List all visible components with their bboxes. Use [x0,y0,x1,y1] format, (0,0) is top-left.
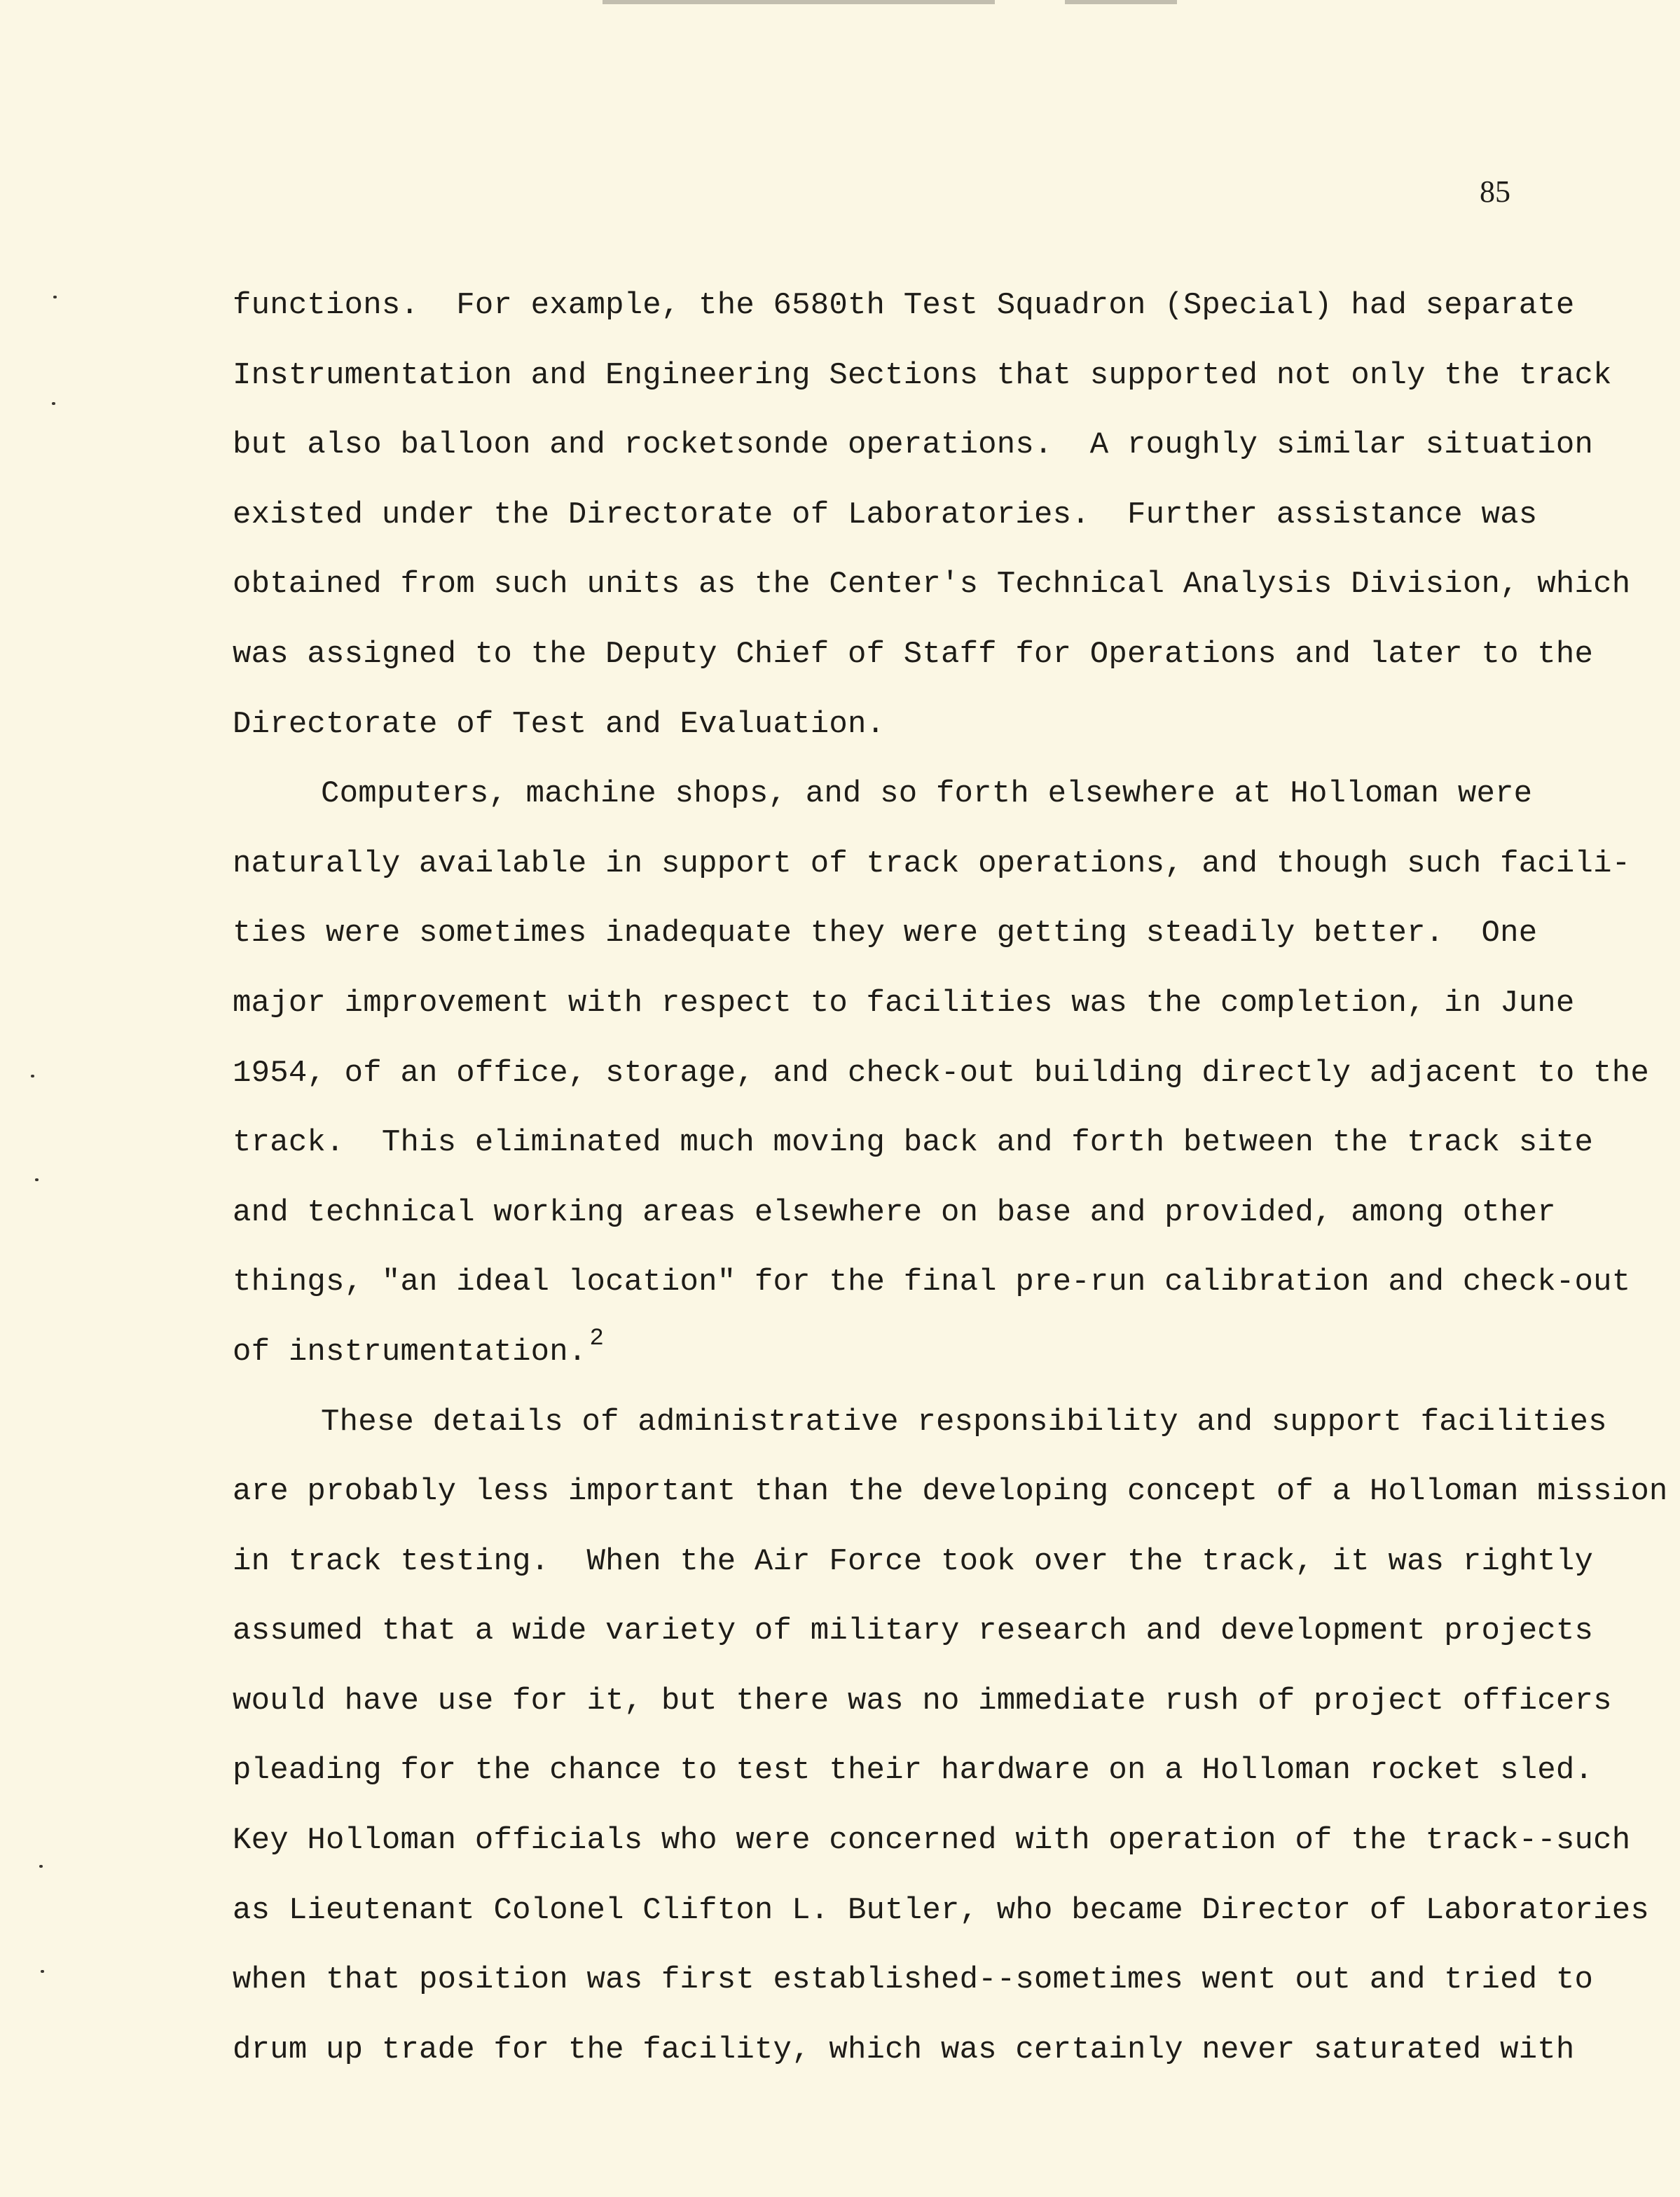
text-line-content: pleading for the chance to test their hardware on a Holloman rocket sled. [233,1753,1594,1789]
margin-speck [52,402,55,405]
text-line-content: major improvement with respect to facilities was the completion, in June [233,985,1575,1021]
text-line [233,354,1634,425]
body-text [233,284,1668,2098]
text-line [233,1541,1634,1611]
scan-edge-mark [603,0,995,4]
text-line [233,1610,1634,1680]
text-line-content: was assigned to the Deputy Chief of Staff for Operations and later to the [233,636,1594,672]
text-line [233,1749,1634,1819]
text-line [233,1471,1668,1541]
text-line-content: naturally available in support of track operations, and though such facili- [233,846,1631,881]
text-line [233,773,1634,843]
text-line [233,1401,1634,1471]
text-line [233,843,1634,913]
text-line-content: Computers, machine shops, and so forth elsewhere at Holloman were [321,776,1533,812]
text-line [233,1680,1634,1750]
text-line [233,1192,1634,1262]
text-line-content: ties were sometimes inadequate they were getting steadily better. One [233,916,1538,951]
text-line-content: Directorate of Test and Evaluation. [233,706,886,742]
text-line-content: things, "an ideal location" for the final pre-run calibration and check-out [233,1265,1631,1300]
text-line-content: are probably less important than the developing concept of a Holloman mission [233,1474,1668,1510]
text-line-content: functions. For example, the 6580th Test Squadron (Special) had separate [233,288,1575,323]
text-line-content: in track testing. When the Air Force took over the track, it was rightly [233,1543,1594,1579]
text-line-content: assumed that a wide variety of military research and development projects [233,1613,1594,1649]
text-line [233,1325,1634,1401]
text-line [233,563,1634,633]
text-line-content: obtained from such units as the Center's Technical Analysis Division, which [233,567,1631,602]
text-line [233,284,1634,354]
text-line [233,1122,1634,1192]
text-line-content: but also balloon and rocketsonde operations. A roughly similar situation [233,427,1594,463]
text-line [233,633,1634,703]
margin-speck [31,1075,34,1077]
scan-edge-mark [1065,0,1177,4]
text-line [233,1261,1634,1331]
page-number: 85 [1480,174,1510,209]
margin-speck [39,1865,43,1868]
text-line-content: would have use for it, but there was no immediate rush of project officers [233,1683,1612,1719]
text-line-content: These details of administrative responsibility and support facilities [321,1404,1607,1440]
text-line [233,1819,1634,1889]
text-line [233,1889,1649,1960]
text-line [233,494,1634,564]
text-line-content: Key Holloman officials who were concerned with operation of the track--such [233,1823,1631,1859]
text-line-content: and technical working areas elsewhere on base and provided, among other [233,1194,1556,1230]
margin-speck [35,1178,39,1181]
margin-speck [41,1970,44,1973]
text-line-content: 1954, of an office, storage, and check-out building directly adjacent to the [233,1055,1649,1091]
text-line [233,424,1634,494]
text-line [233,703,1634,773]
margin-speck [53,296,57,298]
text-line [233,2029,1634,2099]
text-line-content: of instrumentation. [233,1334,587,1370]
text-line [233,982,1634,1052]
text-line-content: when that position was first established--sometimes went out and tried to [233,1962,1594,1998]
text-line-content: as Lieutenant Colonel Clifton L. Butler, who became Director of Laboratories [233,1892,1649,1928]
text-line [233,1959,1634,2029]
text-line-content: track. This eliminated much moving back and forth between the track site [233,1125,1594,1161]
text-line [233,1052,1649,1122]
footnote-reference: 2 [589,1325,605,1352]
text-line-content: drum up trade for the facility, which was certainly never saturated with [233,2032,1575,2067]
text-line-content: existed under the Directorate of Laboratories. Further assistance was [233,497,1538,532]
text-line [233,912,1634,982]
text-line-content: Instrumentation and Engineering Sections that supported not only the track [233,357,1612,393]
